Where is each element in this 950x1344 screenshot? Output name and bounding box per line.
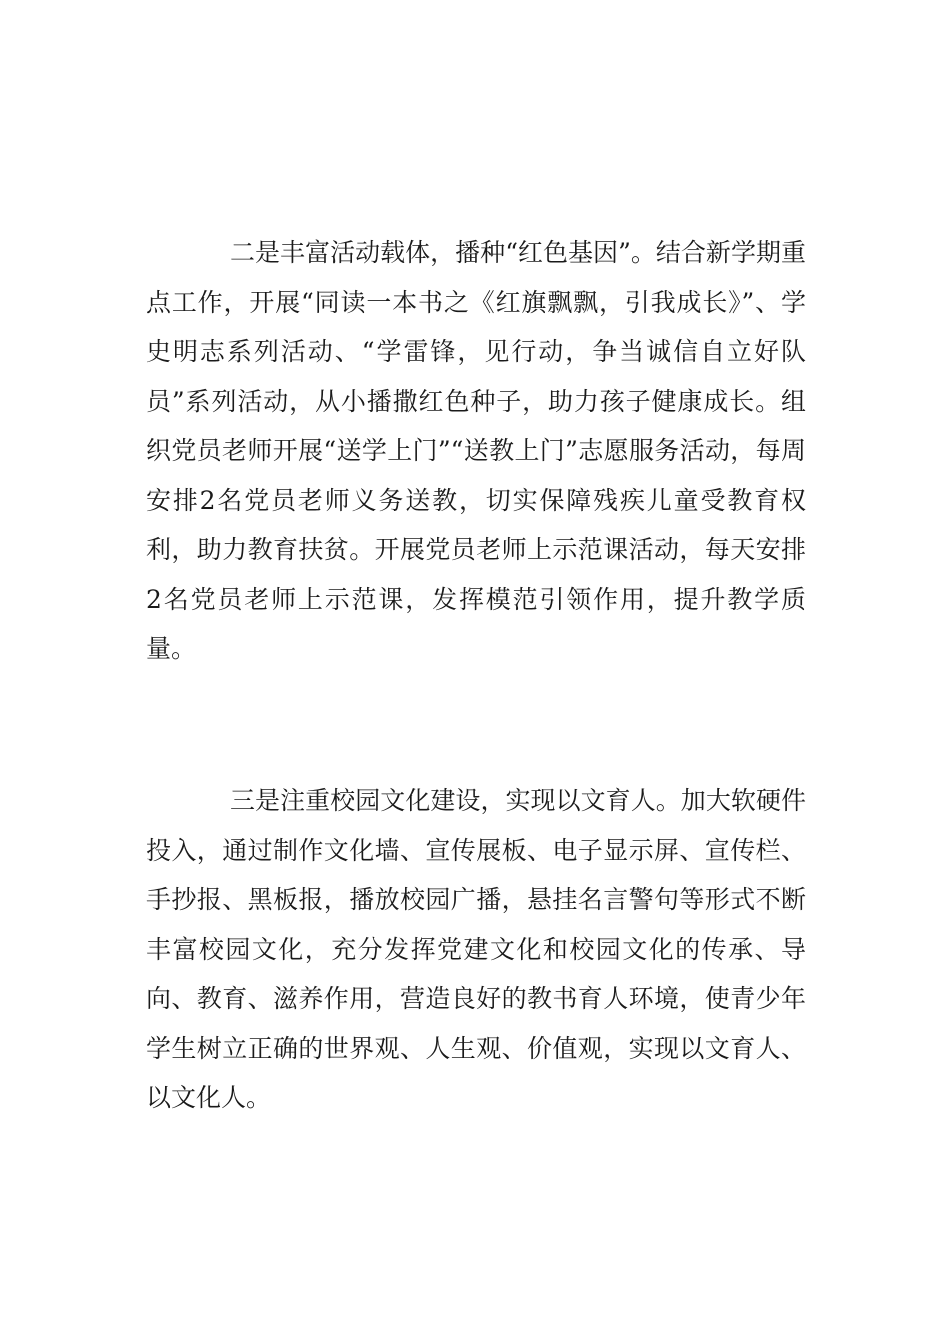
- paragraph-campus-culture: 三是注重校园文化建设，实现以文育人。加大软硬件投入，通过制作文化墙、宣传展板、电子显示屏、宣传栏、手抄报、黑板报，播放校园广播，悬挂名言警句等形式不断丰富校园文化，充分发挥党建文化和校园文化的传承、导向、教育、滋养作用，营造良好的教书育人环境，使青少年学生树立正确的世界观、人生观、价值观，实现以文育人、以文化人。: [146, 786, 806, 1112]
- paragraph-activity-carriers: 二是丰富活动载体，播种“红色基因”。结合新学期重点工作，开展“同读一本书之《红旗飘飘，引我成长》”、学史明志系列活动、“学雷锋，见行动，争当诚信自立好队员”系列活动，从小播撒红色种子，助力孩子健康成长。组织党员老师开展“送学上门”“送教上门”志愿服务活动，每周安排2名党员老师义务送教，切实保障残疾儿童受教育权利，助力教育扶贫。开展党员老师上示范课活动，每天安排2名党员老师上示范课，发挥模范引领作用，提升教学质量。: [146, 238, 806, 663]
